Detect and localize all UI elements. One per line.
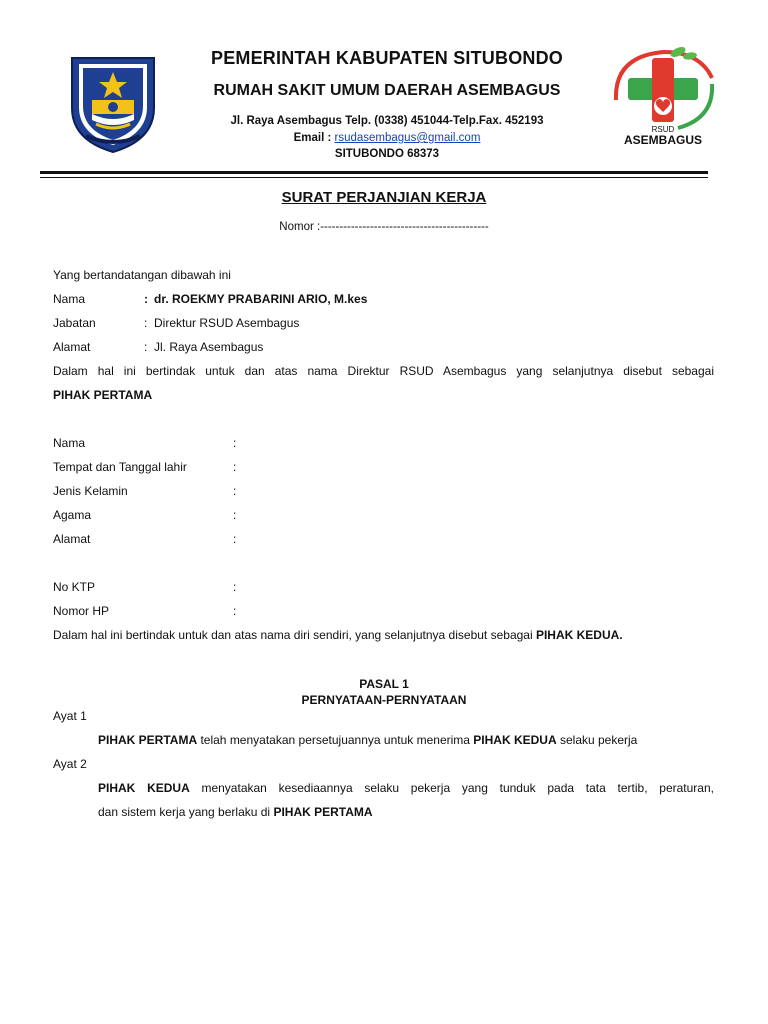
document-number: Nomor :-------------------------------------------- bbox=[279, 221, 489, 233]
first-party-position-value: Direktur RSUD Asembagus bbox=[154, 316, 300, 330]
ayat-1-label: Ayat 1 bbox=[53, 709, 87, 723]
ayat-1-party-b: PIHAK KEDUA bbox=[473, 733, 557, 747]
second-party-statement: Dalam hal ini bertindak untuk dan atas nama diri sendiri, yang selanjutnya disebut sebagai bbox=[53, 628, 533, 642]
first-party-name-value: dr. ROEKMY PRABARINI ARIO, M.kes bbox=[154, 292, 368, 306]
ayat-2-text-end: dan sistem kerja yang berlaku di bbox=[98, 805, 274, 819]
ayat-2-label: Ayat 2 bbox=[53, 757, 87, 771]
logo-asembagus-text: ASEMBAGUS bbox=[623, 133, 703, 147]
logo-rsud-text: RSUD bbox=[651, 125, 675, 134]
colon: : bbox=[233, 460, 237, 474]
colon: : bbox=[144, 316, 148, 330]
letterhead-rule-thin bbox=[40, 177, 708, 178]
second-party-name-label: Nama bbox=[53, 436, 86, 450]
government-name: PEMERINTAH KABUPATEN SITUBONDO bbox=[211, 48, 563, 68]
colon: : bbox=[233, 436, 237, 450]
email-line bbox=[170, 131, 604, 146]
pasal-heading: PERNYATAAN-PERNYATAAN bbox=[301, 693, 467, 707]
second-party-designation: PIHAK KEDUA. bbox=[535, 628, 623, 642]
ayat-2-line-2 bbox=[98, 804, 373, 820]
rsud-asembagus-logo bbox=[608, 44, 718, 148]
colon: : bbox=[144, 292, 148, 306]
ayat-1-text bbox=[98, 732, 637, 748]
first-party-address-label: Alamat bbox=[53, 340, 91, 354]
pasal-number: PASAL 1 bbox=[359, 677, 409, 691]
first-party-intro: Yang bertandatangan dibawah ini bbox=[53, 268, 231, 282]
ayat-2-party-b: PIHAK KEDUA bbox=[98, 781, 190, 795]
colon: : bbox=[233, 580, 237, 594]
regency-emblem-icon bbox=[66, 50, 160, 154]
city-postcode: SITUBONDO 68373 bbox=[334, 148, 440, 160]
colon: : bbox=[233, 484, 237, 498]
second-party-phone-label: Nomor HP bbox=[53, 604, 110, 618]
ayat-2-party-a: PIHAK PERTAMA bbox=[273, 805, 373, 819]
hospital-address: Jl. Raya Asembagus Telp. (0338) 451044-Telp.Fax. 452193 bbox=[230, 115, 544, 127]
colon: : bbox=[233, 532, 237, 546]
colon: : bbox=[233, 508, 237, 522]
second-party-statement-line bbox=[53, 627, 623, 643]
email-link[interactable]: rsudasembagus@gmail.com bbox=[334, 132, 481, 144]
ayat-1-party-a: PIHAK PERTAMA bbox=[98, 733, 198, 747]
colon: : bbox=[144, 340, 148, 354]
letterhead-rule-thick bbox=[40, 171, 708, 174]
colon: : bbox=[233, 604, 237, 618]
first-party-position-label: Jabatan bbox=[53, 316, 96, 330]
first-party-address-value: Jl. Raya Asembagus bbox=[154, 340, 264, 354]
hospital-name: RUMAH SAKIT UMUM DAERAH ASEMBAGUS bbox=[213, 82, 561, 99]
ayat-2-text: menyatakan kesediaannya selaku pekerja yang tunduk pada tata tertib, peraturan, bbox=[189, 781, 714, 795]
letterhead bbox=[170, 46, 604, 162]
second-party-gender-label: Jenis Kelamin bbox=[53, 484, 128, 498]
ayat-2-line-1 bbox=[98, 780, 714, 796]
second-party-birth-label: Tempat dan Tanggal lahir bbox=[53, 460, 187, 474]
ayat-1-text-middle: telah menyatakan persetujuannya untuk menerima bbox=[197, 733, 474, 747]
email-label: Email : bbox=[293, 132, 335, 144]
ayat-1-text-end: selaku pekerja bbox=[556, 733, 638, 747]
first-party-designation: PIHAK PERTAMA bbox=[53, 388, 153, 402]
second-party-address-label: Alamat bbox=[53, 532, 91, 546]
first-party-name-label: Nama bbox=[53, 292, 86, 306]
document-title: SURAT PERJANJIAN KERJA bbox=[281, 189, 487, 206]
second-party-religion-label: Agama bbox=[53, 508, 92, 522]
first-party-statement: Dalam hal ini bertindak untuk dan atas nama Direktur RSUD Asembagus yang selanjutnya disebut sebagai bbox=[53, 364, 714, 378]
second-party-id-label: No KTP bbox=[53, 580, 96, 594]
